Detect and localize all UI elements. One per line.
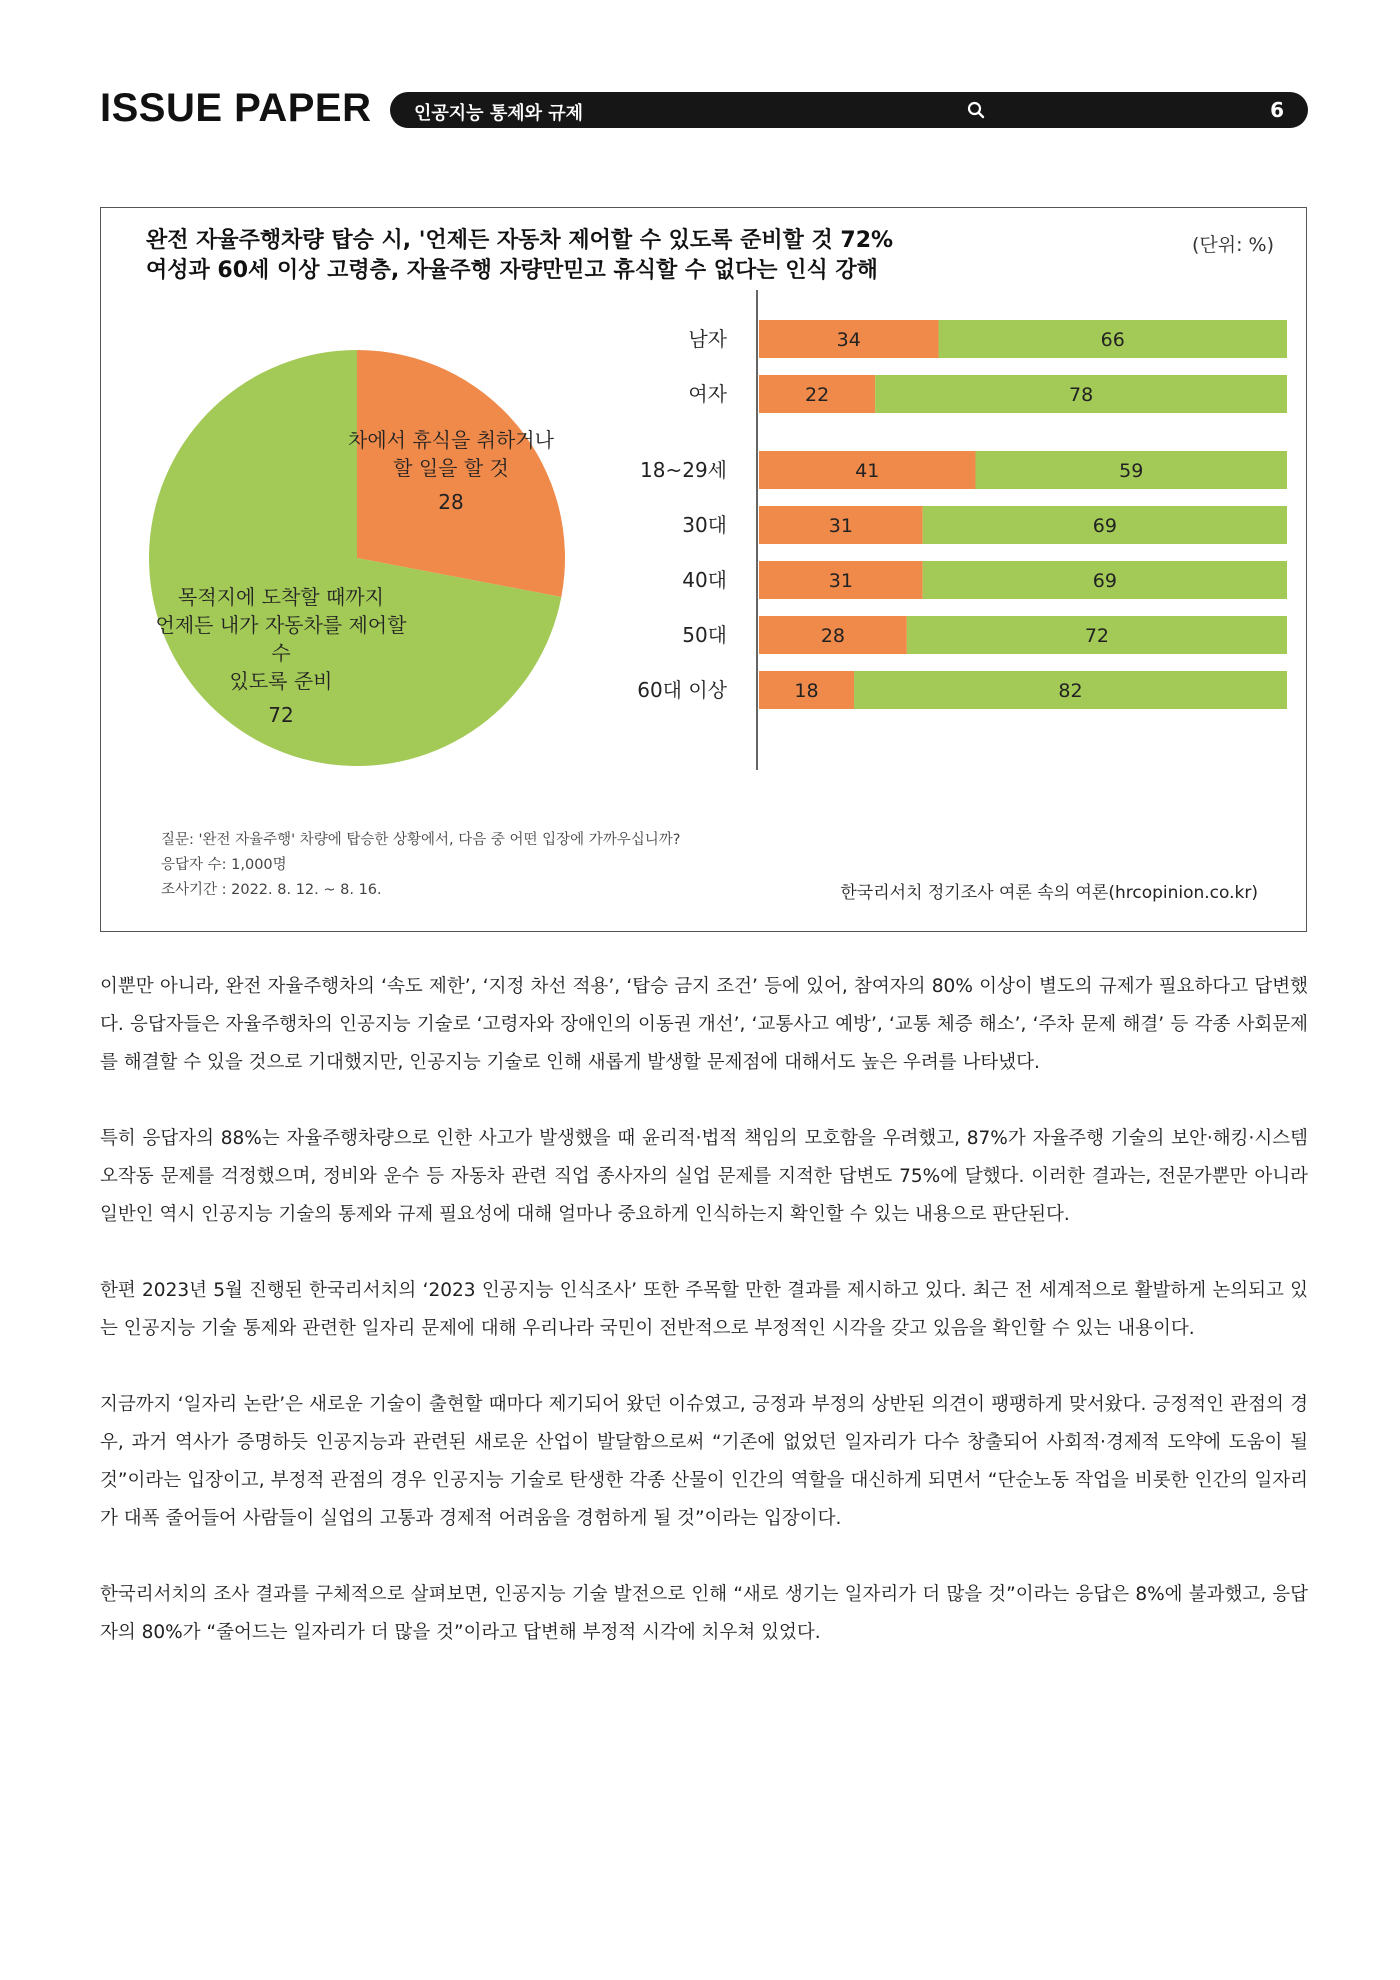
article-body: [100, 968, 1308, 1690]
header-bar: [390, 92, 1308, 128]
bar-value-label: 18: [794, 680, 819, 702]
bar-value-label: 69: [1092, 570, 1117, 592]
chart-title-line-2: 여성과 60세 이상 고령층, 자율주행 자량만믿고 휴식할 수 없다는 인식 강해: [146, 258, 878, 283]
pie-value-rest: 28: [438, 490, 464, 514]
paragraph-3: 한편 2023년 5월 진행된 한국리서치의 ‘2023 인공지능 인식조사’ 또한 주목할 만한 결과를 제시하고 있다. 최근 전 세계적으로 활발하게 논의되고 있는 인공지능 기술 통제와 관련한 일자리 문제에 대해 우리나라 국민이 전반적으로 부정적인 시각을 갖고 있음을 확인할 수 있는 내용이다.: [100, 1280, 1308, 1339]
brand-title: ISSUE PAPER: [100, 86, 372, 130]
search-icon[interactable]: [966, 100, 986, 120]
chart-notes: [161, 828, 680, 903]
pie-label-control-line-1: 목적지에 도착할 때까지: [178, 585, 384, 609]
note-respondents: 응답자 수: 1,000명: [161, 857, 287, 873]
note-period: 조사기간 : 2022. 8. 12. ~ 8. 16.: [161, 882, 382, 898]
bar-value-label: 66: [1100, 329, 1125, 351]
paragraph-4: 지금까지 ‘일자리 논란’은 새로운 기술이 출현할 때마다 제기되어 왔던 이슈였고, 긍정과 부정의 상반된 의견이 팽팽하게 맞서왔다. 긍정적인 관점의 경우, 과거 역사가 증명하듯 인공지능과 관련된 새로운 산업이 발달함으로써 “기존에 없었던 일자리가 다수 창출되어 사회적·경제적 도약에 도움이 될 것”이라는 입장이고, 부정적 관점의 경우 인공지능 기술로 탄생한 각종 산물이 인간의 역할을 대신하게 되면서 “단순노동 작업을 비롯한 인간의 일자리가 대폭 줄어들어 사람들이 실업의 고통과 경제적 어려움을 경험하게 될 것”이라는 입장이다.: [100, 1394, 1308, 1529]
pie-label-control-line-3: 있도록 준비: [229, 669, 333, 693]
bar-value-label: 78: [1068, 384, 1094, 406]
stacked-bar-chart: [101, 208, 1306, 931]
paragraph-5: 한국리서치의 조사 결과를 구체적으로 살펴보면, 인공지능 기술 발전으로 인해 “새로 생기는 일자리가 더 많을 것”이라는 응답은 8%에 불과했고, 응답자의 80%가 “줄어드는 일자리가 더 많을 것”이라고 답변해 부정적 시각에 치우쳐 있었다.: [100, 1584, 1308, 1643]
bar-value-label: 82: [1058, 680, 1083, 702]
note-question: 질문: '완전 자율주행' 차량에 탑승한 상황에서, 다음 중 어떤 입장에 가까우십니까?: [161, 832, 681, 848]
survey-chart-figure: [100, 207, 1307, 932]
page-number: 6: [1270, 98, 1284, 122]
bar-value-label: 28: [820, 625, 846, 647]
bar-category-label: 30대: [682, 513, 727, 537]
section-title: 인공지능 통제와 규제: [414, 103, 584, 124]
pie-label-rest-line-1: 차에서 휴식을 취하거나: [348, 428, 554, 452]
bar-value-label: 31: [828, 515, 853, 537]
bar-value-label: 34: [836, 329, 861, 351]
pie-label-control-line-2: 언제든 내가 자동차를 제어할 수: [155, 613, 407, 665]
bar-category-label: 50대: [682, 623, 727, 647]
bar-value-label: 41: [855, 460, 880, 482]
bar-category-label: 남자: [688, 327, 727, 351]
chart-source: 한국리서치 정기조사 여론 속의 여론(hrcopinion.co.kr): [840, 883, 1258, 903]
bar-category-label: 40대: [682, 568, 727, 592]
bar-value-label: 22: [804, 384, 830, 406]
bar-value-label: 59: [1119, 460, 1144, 482]
pie-label-rest-line-2: 할 일을 할 것: [393, 456, 509, 480]
paragraph-2: 특히 응답자의 88%는 자율주행차량으로 인한 사고가 발생했을 때 윤리적·법적 책임의 모호함을 우려했고, 87%가 자율주행 기술의 보안·해킹·시스템 오작동 문제를 걱정했으며, 정비와 운수 등 자동차 관련 직업 종사자의 실업 문제를 지적한 답변도 75%에 달했다. 이러한 결과는, 전문가뿐만 아니라 일반인 역시 인공지능 기술의 통제와 규제 필요성에 대해 얼마나 중요하게 인식하는지 확인할 수 있는 내용으로 판단된다.: [100, 1128, 1308, 1225]
bar-value-label: 31: [828, 570, 853, 592]
bar-category-label: 여자: [688, 382, 727, 406]
bar-value-label: 72: [1084, 625, 1110, 647]
bar-category-label: 18~29세: [640, 458, 727, 482]
pie-value-control: 72: [268, 703, 294, 727]
chart-unit: (단위: %): [1191, 234, 1274, 256]
bar-category-label: 60대 이상: [637, 678, 727, 702]
paragraph-1: 이뿐만 아니라, 완전 자율주행차의 ‘속도 제한’, ‘지정 차선 적용’, ‘탑승 금지 조건’ 등에 있어, 참여자의 80% 이상이 별도의 규제가 필요하다고 답변했다. 응답자들은 자율주행차의 인공지능 기술로 ‘고령자와 장애인의 이동권 개선’, ‘교통사고 예방’, ‘교통 체증 해소’, ‘주차 문제 해결’ 등 각종 사회문제를 해결할 수 있을 것으로 기대했지만, 인공지능 기술로 인해 새롭게 발생할 문제점에 대해서도 높은 우려를 나타냈다.: [100, 976, 1308, 1073]
bar-value-label: 69: [1092, 515, 1117, 537]
chart-title-line-1: 완전 자율주행차량 탑승 시, '언제든 자동차 제어할 수 있도록 준비할 것 72%: [146, 228, 894, 253]
